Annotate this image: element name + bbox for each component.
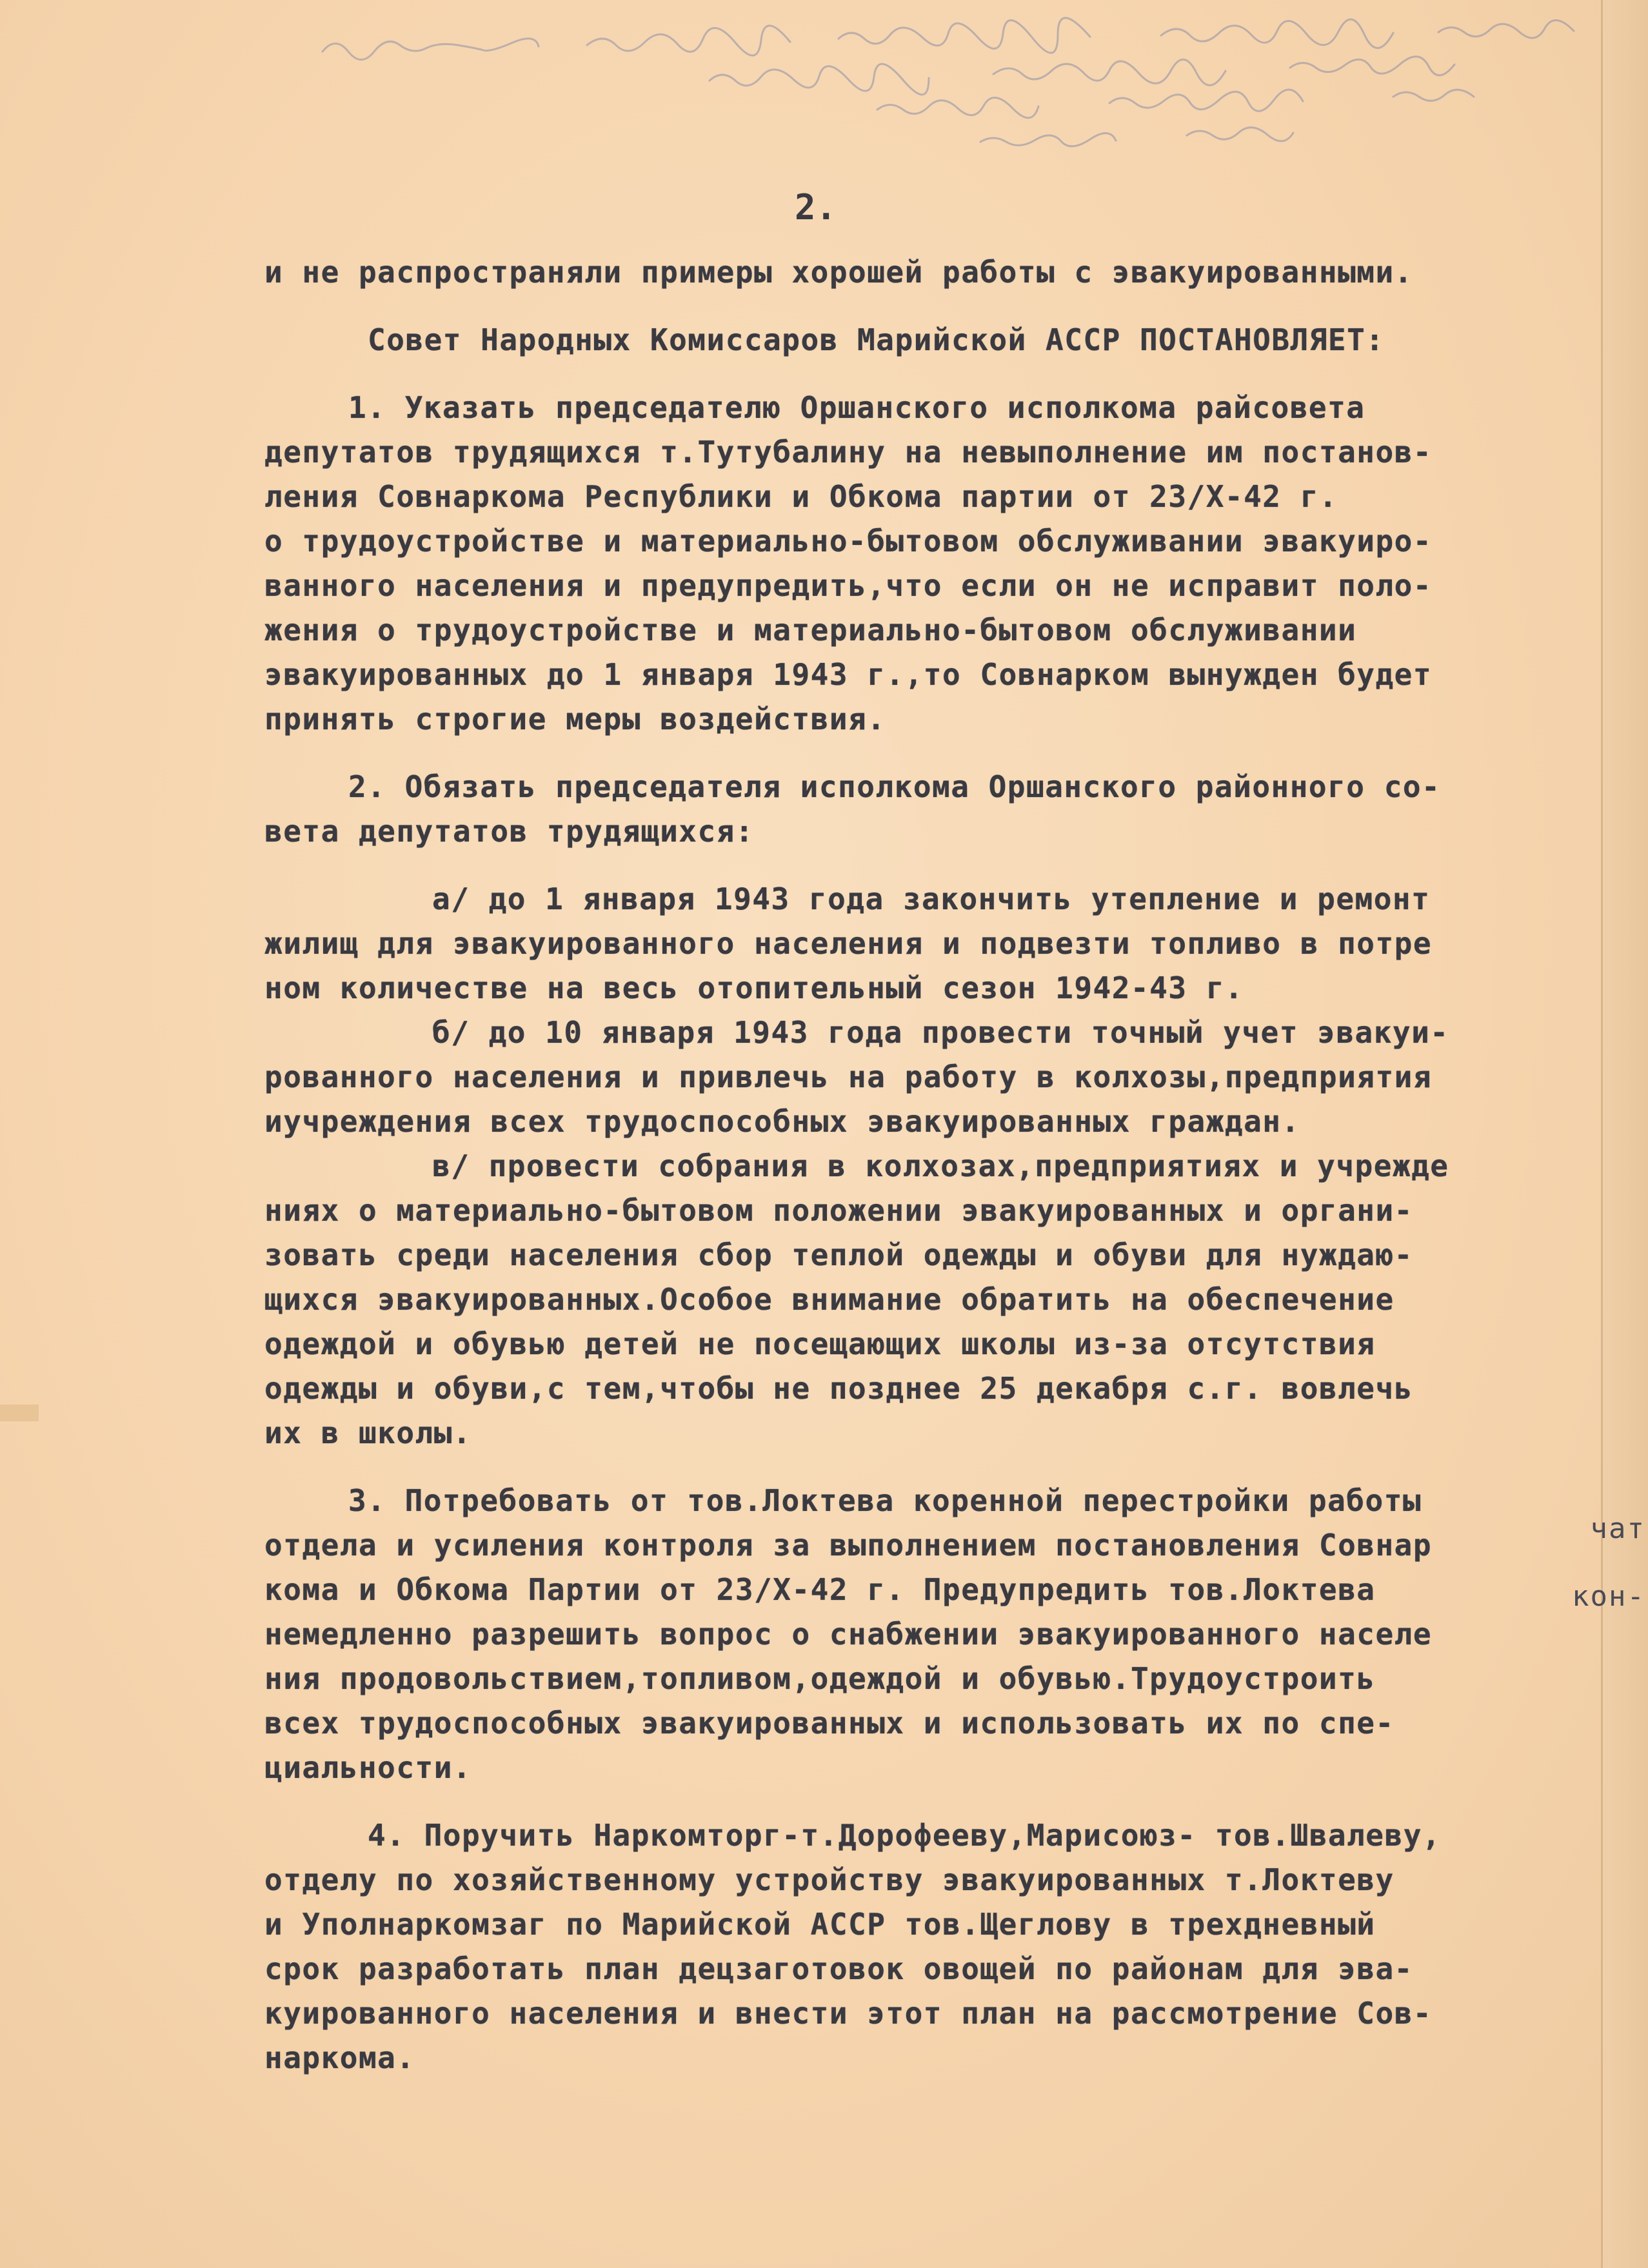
text-line: и не распространяли примеры хорошей работы с эвакуированными. bbox=[264, 255, 1413, 290]
paragraph-gap bbox=[264, 295, 1587, 318]
text-line: 2. Обязать председателя исполкома Оршанского районного со- bbox=[348, 769, 1441, 804]
margin-fragment: кон- bbox=[1572, 1580, 1645, 1613]
text-line: одеждой и обувью детей не посещающих школы из-за отсутствия bbox=[264, 1326, 1376, 1361]
text-line: вета депутатов трудящихся: bbox=[264, 814, 755, 849]
text-line: Совет Народных Комиссаров Марийской АССР ПОСТАНОВЛЯЕТ: bbox=[368, 322, 1385, 357]
text-line: отделу по хозяйственному устройству эвакуированных т.Локтеву bbox=[264, 1862, 1395, 1897]
paragraph-gap bbox=[264, 1790, 1587, 1813]
text-line: жения о трудоустройстве и материально-бытовом обслуживании bbox=[264, 613, 1357, 647]
underlying-page-edge bbox=[1572, 0, 1648, 2268]
paragraph-gap bbox=[264, 742, 1587, 765]
text-line: эвакуированных до 1 января 1943 г.,то Совнарком вынужден будет bbox=[264, 657, 1433, 692]
text-line: всех трудоспособных эвакуированных и использовать их по спе- bbox=[264, 1706, 1395, 1740]
text-line: принять строгие меры воздействия. bbox=[264, 702, 886, 736]
text-line: рованного населения и привлечь на работу в колхозы,предприятия bbox=[264, 1060, 1433, 1094]
text-line: их в школы. bbox=[264, 1415, 472, 1450]
text-line: депутатов трудящихся т.Тутубалину на невыполнение им постанов- bbox=[264, 435, 1433, 469]
text-line: отдела и усиления контроля за выполнением постановления Совнар bbox=[264, 1528, 1433, 1563]
text-line: жилищ для эвакуированного населения и подвезти топливо в потре bbox=[264, 926, 1433, 961]
text-line: иучреждения всех трудоспособных эвакуированных граждан. bbox=[264, 1104, 1300, 1139]
text-line: 3. Потребовать от тов.Локтева коренной перестройки работы bbox=[348, 1483, 1422, 1518]
text-line: немедленно разрешить вопрос о снабжении эвакуированного населе bbox=[264, 1617, 1433, 1652]
text-line: о трудоустройстве и материально-бытовом обслуживании эвакуиро- bbox=[264, 524, 1433, 558]
text-line: ниях о материально-бытовом положении эвакуированных и органи- bbox=[264, 1193, 1413, 1228]
paragraph-gap bbox=[264, 362, 1587, 386]
text-line: ном количестве на весь отопительный сезон 1942-43 г. bbox=[264, 971, 1244, 1005]
text-line: зовать среди населения сбор теплой одежды и обуви для нуждаю- bbox=[264, 1238, 1413, 1272]
text-line: ванного населения и предупредить,что если он не исправит поло- bbox=[264, 568, 1433, 603]
page-number: 2. bbox=[795, 187, 837, 228]
handwriting-scribble-icon bbox=[310, 13, 1632, 181]
margin-fragment: чат bbox=[1590, 1512, 1645, 1545]
text-line: б/ до 10 января 1943 года провести точный учет эвакуи- bbox=[432, 1015, 1449, 1050]
paragraph-gap bbox=[264, 854, 1587, 877]
text-line: срок разработать план децзаготовок овощей по районам для эва- bbox=[264, 1951, 1413, 1986]
text-line: циальности. bbox=[264, 1750, 472, 1785]
handwritten-annotation bbox=[310, 13, 1632, 181]
text-line: ления Совнаркома Республики и Обкома партии от 23/X-42 г. bbox=[264, 479, 1338, 514]
text-line: в/ провести собрания в колхозах,предприятиях и учрежде bbox=[432, 1149, 1449, 1183]
text-line: наркома. bbox=[264, 2040, 415, 2075]
text-line: одежды и обуви,с тем,чтобы не позднее 25 декабря с.г. вовлечь bbox=[264, 1371, 1413, 1406]
text-line: кома и Обкома Партии от 23/X-42 г. Предупредить тов.Локтева bbox=[264, 1572, 1376, 1607]
paragraph-gap bbox=[264, 1455, 1587, 1479]
text-line: и Уполнаркомзаг по Марийской АССР тов.Щеглову в трехдневный bbox=[264, 1907, 1376, 1942]
text-line: щихся эвакуированных.Особое внимание обратить на обеспечение bbox=[264, 1282, 1395, 1317]
document-body bbox=[264, 250, 1587, 2080]
text-line: куированного населения и внести этот план на рассмотрение Сов- bbox=[264, 1996, 1433, 2031]
punch-mark bbox=[0, 1405, 39, 1421]
text-line: 1. Указать председателю Оршанского исполкома райсовета bbox=[348, 390, 1365, 425]
text-line: а/ до 1 января 1943 года закончить утепление и ремонт bbox=[432, 882, 1431, 916]
text-line: 4. Поручить Наркомторг-т.Дорофееву,Марисоюз- тов.Швалеву, bbox=[368, 1818, 1442, 1853]
text-line: ния продовольствием,топливом,одеждой и обувью.Трудоустроить bbox=[264, 1661, 1376, 1696]
